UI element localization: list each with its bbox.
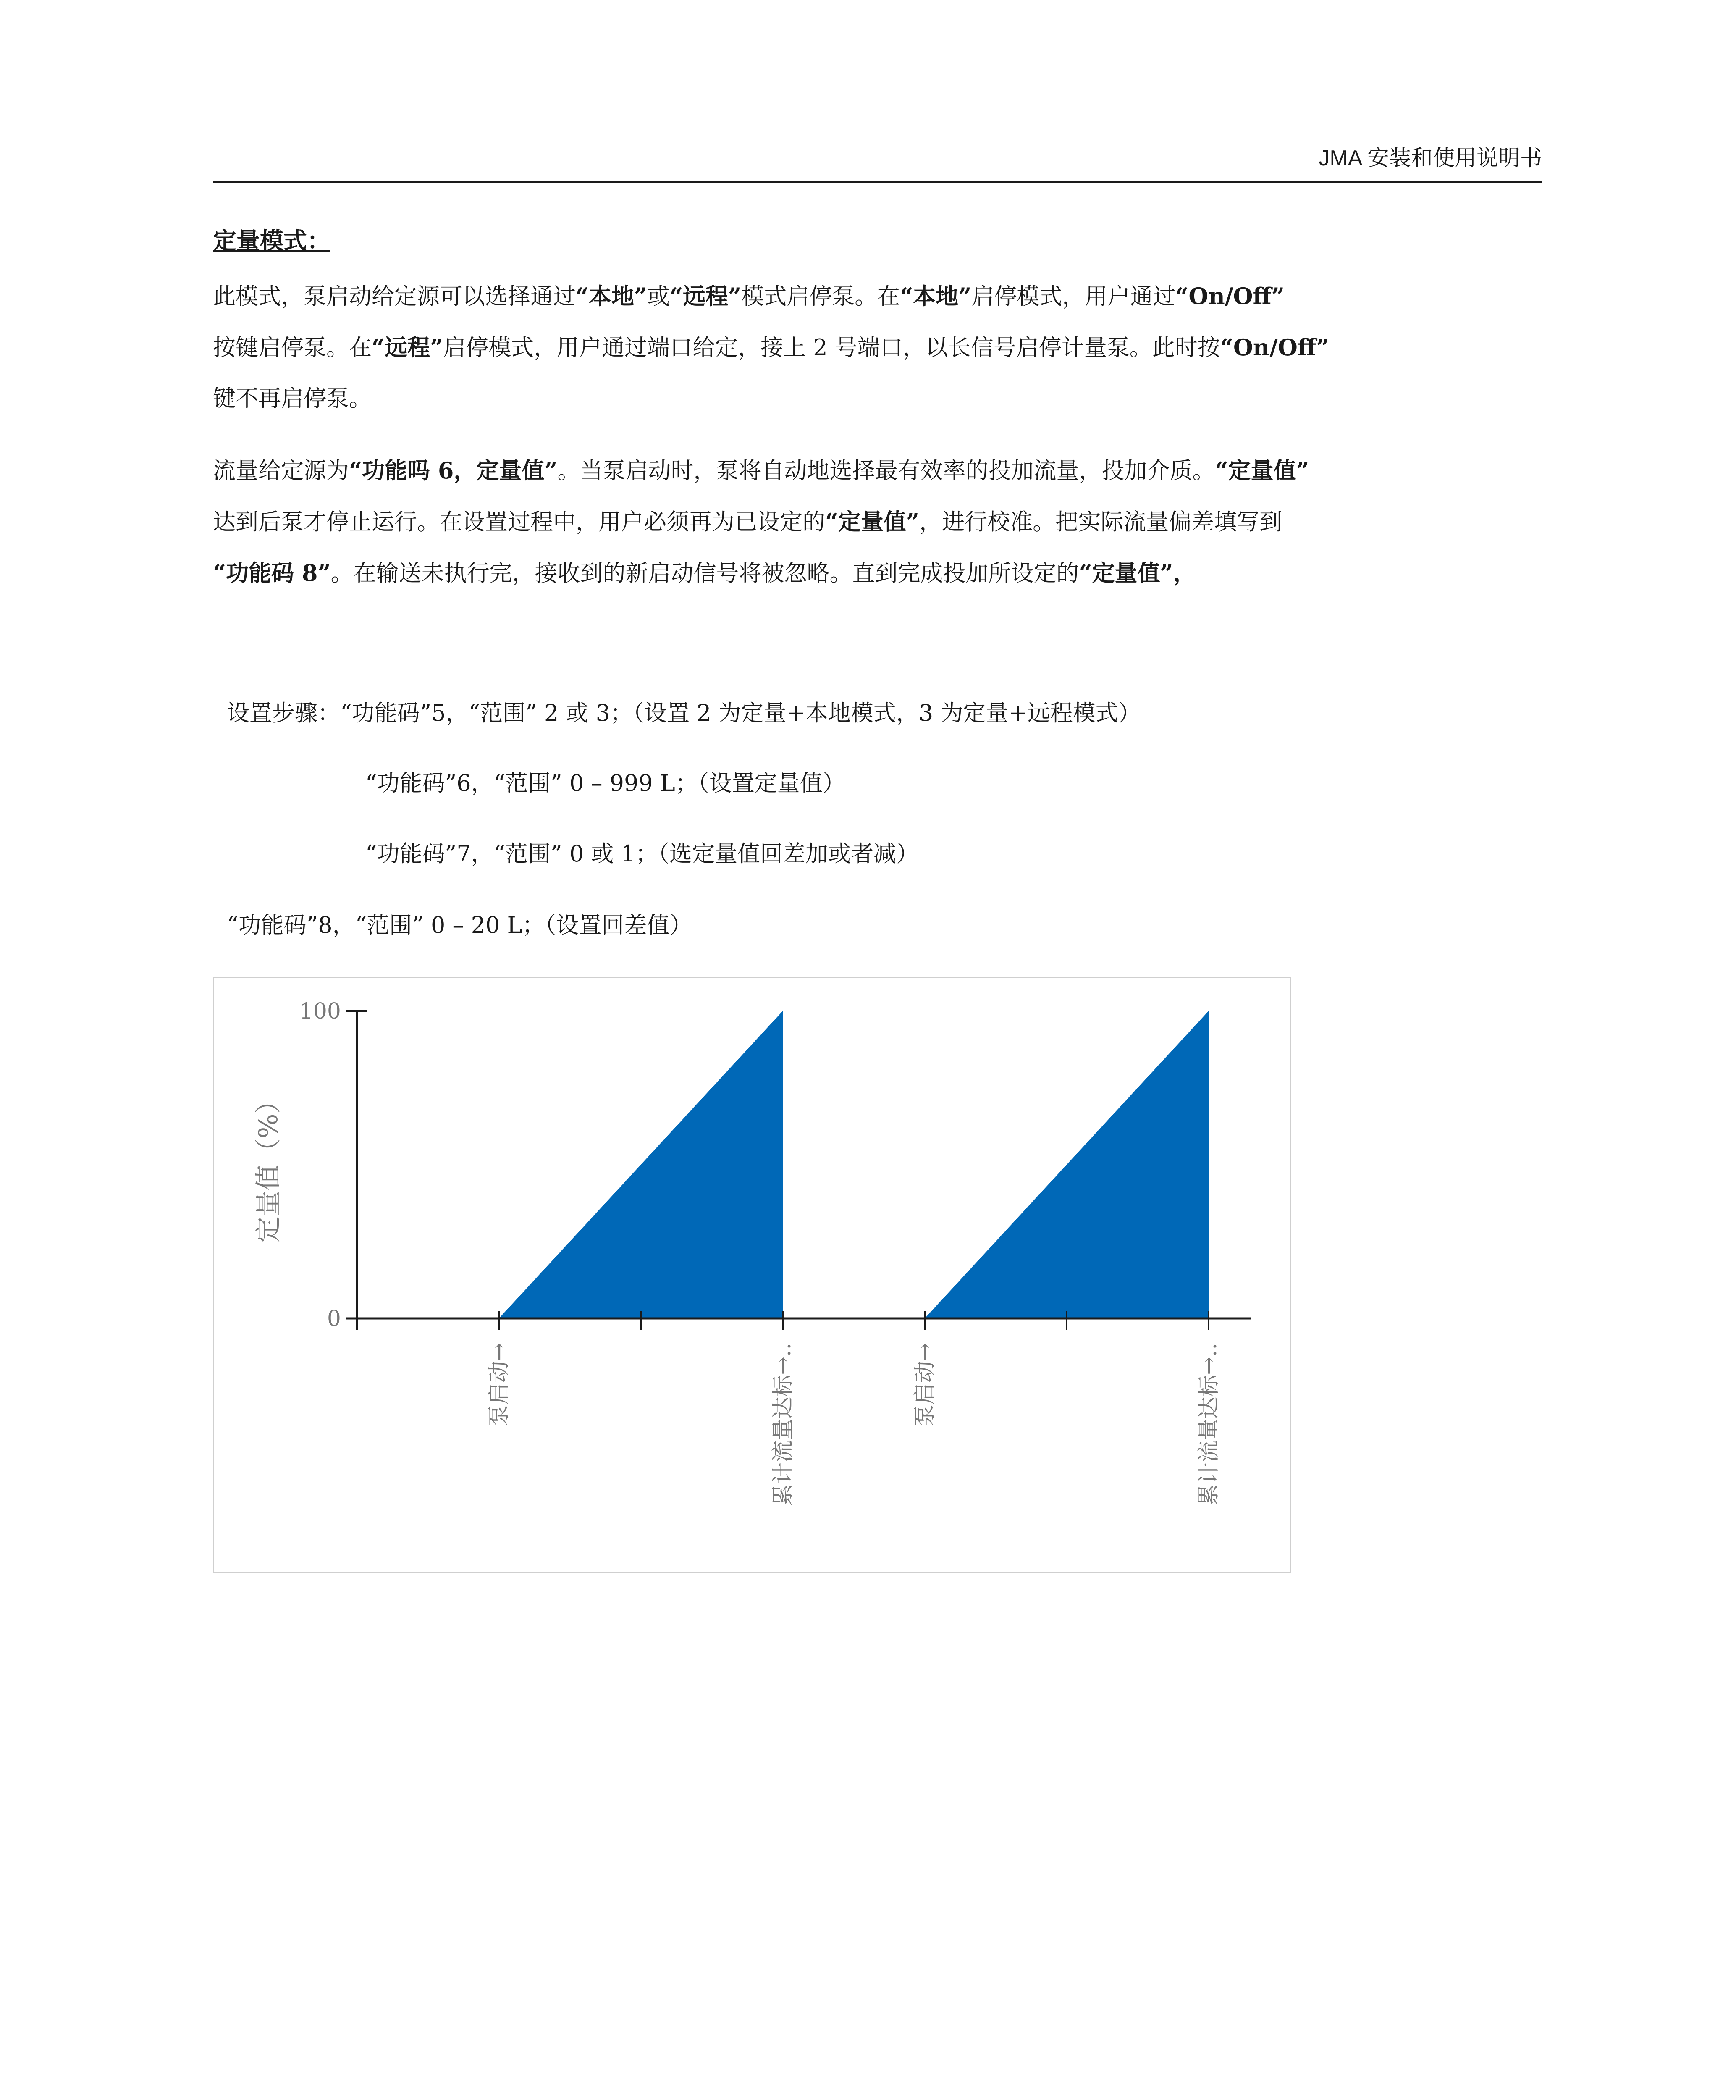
text-run: 流量给定源为 — [213, 457, 349, 484]
emphasized-text: “远程” — [670, 283, 742, 310]
setup-step-line-1: 设置步骤：“功能码”5，“范围” 2 或 3；（设置 2 为定量+本地模式，3 为定量+远程模式） — [227, 700, 1141, 726]
emphasized-text: “On/Off” — [1220, 334, 1330, 361]
text-run: 或 — [647, 283, 670, 310]
paragraph-line — [213, 328, 1548, 380]
text-run: 按键启停泵。在 — [213, 334, 372, 361]
setup-step-line-3: “功能码”7，“范围” 0 或 1；（选定量值回差加或者减） — [365, 840, 919, 867]
emphasized-text: “定量值” — [1215, 457, 1309, 484]
text-run: 此模式，泵启动给定源可以选择通过 — [213, 283, 576, 310]
text-run: 启停模式，用户通过 — [971, 283, 1176, 310]
event-marker-label: 累计流量达标→.. — [771, 1343, 796, 1506]
emphasized-text: “功能吗 6，定量值” — [349, 457, 558, 484]
text-run: 。在输送未执行完，接收到的新启动信号将被忽略。直到完成投加所设定的 — [330, 560, 1079, 586]
emphasized-text: “功能码 8” — [213, 559, 331, 586]
emphasized-text: “远程” — [372, 334, 443, 361]
setup-step-line-2: “功能码”6，“范围” 0 – 999 L；（设置定量值） — [365, 770, 845, 796]
paragraph-line — [213, 452, 1548, 503]
emphasized-text: “定量值” — [825, 508, 920, 535]
emphasized-text: “本地” — [900, 283, 972, 310]
y-axis-title: 定量值（%） — [253, 1087, 283, 1243]
setup-step-line-4: “功能码”8，“范围” 0 – 20 L；（设置回差值） — [227, 912, 692, 938]
paragraph-line — [213, 503, 1548, 554]
text-run: 启停模式，用户通过端口给定，接上 2 号端口，以长信号启停计量泵。此时按 — [443, 334, 1220, 361]
text-run: 键不再启停泵。 — [213, 385, 372, 412]
paragraph-line — [213, 380, 1548, 431]
event-marker-label: 泵启动→ — [487, 1343, 512, 1427]
header-divider — [213, 181, 1542, 183]
dosing-ramp-2 — [925, 1011, 1209, 1318]
text-run: 达到后泵才停止运行。在设置过程中，用户必须再为已设定的 — [213, 509, 825, 535]
paragraph-line — [213, 277, 1548, 328]
y-tick-label: 100 — [299, 999, 341, 1024]
section-title: 定量模式： — [213, 227, 330, 255]
paragraph-mode-description — [213, 277, 1548, 431]
event-marker-label: 累计流量达标→.. — [1196, 1343, 1222, 1506]
paragraph-line — [213, 554, 1548, 605]
text-run: 。当泵启动时，泵将自动地选择最有效率的投加流量，投加介质。 — [557, 457, 1215, 484]
dosing-chart — [213, 977, 1291, 1573]
text-run: 模式启停泵。在 — [741, 283, 900, 310]
emphasized-text: “本地” — [576, 283, 648, 310]
document-header-title: JMA 安装和使用说明书 — [1319, 146, 1542, 171]
dosing-chart-svg — [214, 978, 1290, 1572]
paragraph-flow-source — [213, 452, 1548, 605]
emphasized-text: “On/Off” — [1175, 283, 1285, 310]
event-marker-label: 泵启动→ — [913, 1343, 938, 1427]
dosing-ramp-1 — [499, 1011, 783, 1318]
y-tick-label: 0 — [327, 1306, 341, 1331]
text-run: ，进行校准。把实际流量偏差填写到 — [919, 509, 1282, 535]
emphasized-text: “定量值”， — [1079, 559, 1196, 586]
